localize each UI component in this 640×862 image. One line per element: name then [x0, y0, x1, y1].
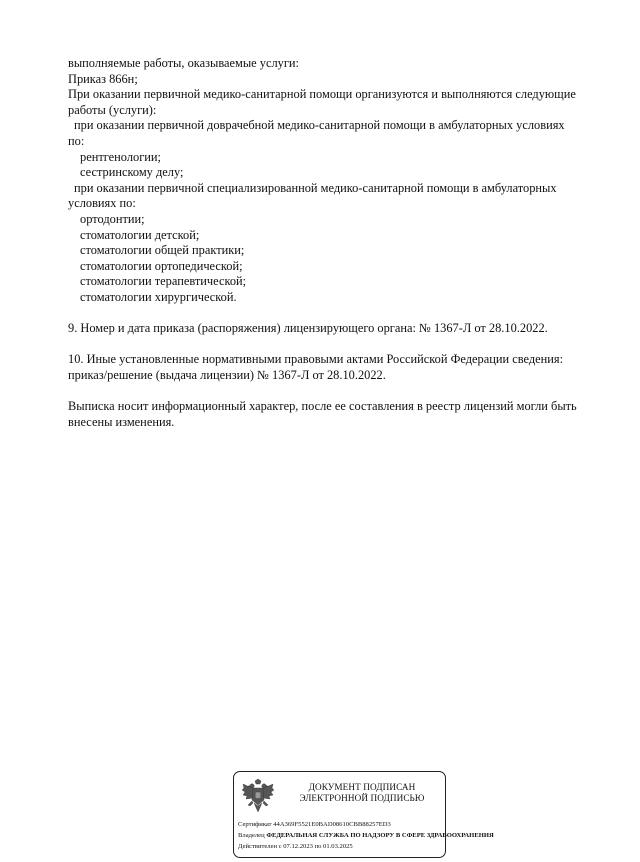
- electronic-signature-stamp: [233, 771, 494, 858]
- service-item: стоматологии детской;: [80, 227, 200, 242]
- service-item: стоматологии терапевтической;: [80, 274, 247, 289]
- double-headed-eagle-emblem-icon: [241, 778, 275, 816]
- stamp-title: [282, 782, 442, 804]
- owner-row: [238, 830, 498, 841]
- owner-label: Владелец: [238, 832, 265, 840]
- license-order-item: 9. Номер и дата приказа (распоряжения) лицензирующего органа: № 1367-Л от 28.10.2022.: [68, 321, 548, 336]
- certificate-row: [238, 819, 498, 830]
- certificate-label: Сертификат: [238, 821, 272, 828]
- stamp-details: [238, 819, 498, 853]
- text-line: Приказ 866н;: [68, 71, 138, 86]
- service-item: ортодонтии;: [80, 211, 145, 226]
- service-item: стоматологии хирургической.: [80, 289, 237, 304]
- other-info-item: 10. Иные установленные нормативными правовыми актами Российской Федерации сведения:: [68, 352, 564, 367]
- text-line: при оказании первичной специализированной медико-санитарной помощи в амбулаторных: [74, 180, 557, 195]
- text-line: по:: [68, 133, 85, 148]
- service-item: сестринскому делу;: [80, 165, 184, 180]
- validity-row: Действителен с 07.12.2023 по 01.03.2025: [238, 843, 353, 851]
- text-line: работы (услуги):: [68, 102, 157, 117]
- service-item: стоматологии ортопедической;: [80, 258, 243, 273]
- service-item: стоматологии общей практики;: [80, 243, 245, 258]
- service-item: рентгенологии;: [80, 149, 161, 164]
- stamp-title-line: ЭЛЕКТРОННОЙ ПОДПИСЬЮ: [299, 793, 425, 803]
- other-info-item: приказ/решение (выдача лицензии) № 1367-Л от 28.10.2022.: [68, 367, 386, 382]
- document-body: [68, 56, 613, 430]
- text-line: При оказании первичной медико-санитарной помощи организуются и выполняются следующие: [68, 87, 576, 102]
- disclaimer-note: Выписка носит информационный характер, после ее составления в реестр лицензий могли быть: [68, 399, 577, 414]
- text-line: при оказании первичной доврачебной медико-санитарной помощи в амбулаторных условиях: [74, 118, 565, 133]
- certificate-value: 44A369F5521E0BAD08610CBB88257ED3: [273, 821, 391, 828]
- stamp-title-line: ДОКУМЕНТ ПОДПИСАН: [308, 782, 416, 792]
- text-line: выполняемые работы, оказываемые услуги:: [68, 56, 300, 70]
- text-line: условиях по:: [68, 196, 136, 211]
- disclaimer-note: внесены изменения.: [68, 414, 175, 429]
- owner-value: ФЕДЕРАЛЬНАЯ СЛУЖБА ПО НАДЗОРУ В СФЕРЕ ЗДРАВООХРАНЕНИЯ: [266, 832, 494, 840]
